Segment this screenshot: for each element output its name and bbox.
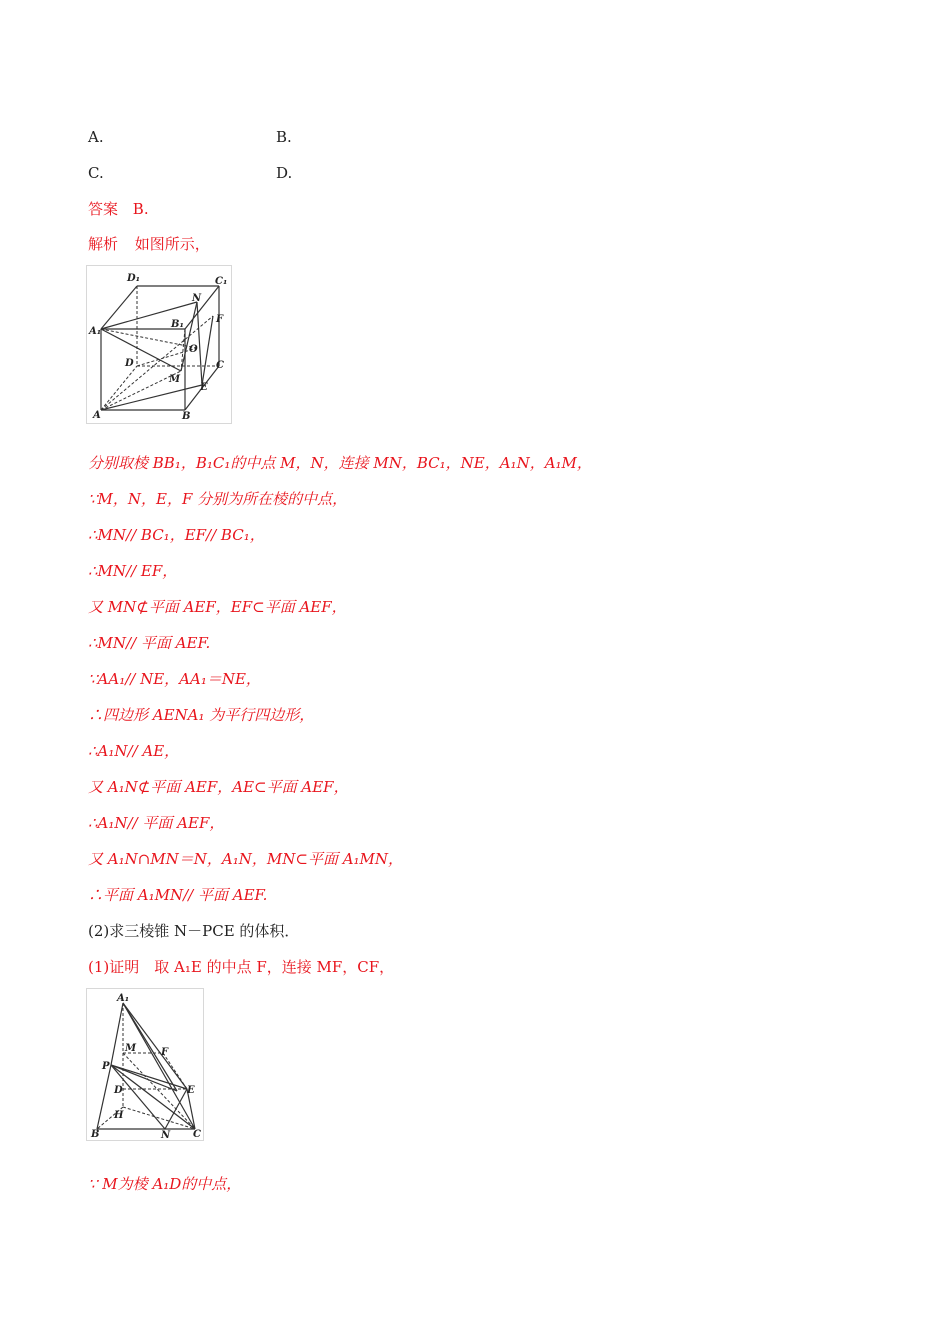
- proof-line: 又 MN⊄平面 AEF，EF⊂平面 AEF，: [88, 598, 347, 616]
- proof-line: ∴MN// 平面 AEF.: [88, 634, 211, 652]
- answer-value: B.: [132, 200, 149, 218]
- proof-2-line-1: ∵ M为棱 A₁D的中点，: [88, 1175, 242, 1193]
- option-d: D.: [276, 164, 293, 182]
- label-b: B: [91, 1129, 100, 1140]
- proof-line: ∴MN// EF，: [88, 562, 178, 580]
- label-o: O: [189, 344, 198, 355]
- label-e: E: [200, 382, 208, 393]
- label-d: D: [114, 1085, 123, 1096]
- label-f: F: [216, 314, 224, 325]
- label-d: D: [125, 358, 134, 369]
- proof-line: ∴四边形 AENA₁ 为平行四边形，: [88, 706, 315, 724]
- label-n: N: [161, 1130, 171, 1140]
- label-d1: D₁: [127, 273, 141, 284]
- label-n: N: [192, 293, 202, 304]
- cube-figure: [86, 265, 232, 424]
- label-c: C: [216, 360, 224, 371]
- label-a1: A₁: [117, 993, 130, 1004]
- label-b1: B₁: [171, 319, 184, 330]
- label-e: E: [187, 1085, 195, 1096]
- label-h: H: [114, 1110, 124, 1121]
- pyramid-figure: [86, 988, 204, 1141]
- pyramid-diagram: [87, 989, 203, 1140]
- proof-line: ∵AA₁// NE，AA₁＝NE，: [88, 670, 261, 688]
- proof-line: ∵M，N，E，F 分别为所在棱的中点，: [88, 490, 348, 508]
- proof-2-intro: (1)证明 取 A₁E 的中点 F，连接 MF，CF，: [88, 958, 395, 976]
- option-c: C.: [88, 164, 104, 182]
- answer-label: 答案: [88, 200, 119, 218]
- proof-line: 又 A₁N⊄平面 AEF，AE⊂平面 AEF，: [88, 778, 349, 796]
- proof-line: 又 A₁N∩MN＝N，A₁N，MN⊂平面 A₁MN，: [88, 850, 404, 868]
- proof-line: ∴A₁N// 平面 AEF，: [88, 814, 225, 832]
- label-a1: A₁: [89, 326, 102, 337]
- proof-line: ∴MN// BC₁，EF// BC₁，: [88, 526, 265, 544]
- proof-line: ∴A₁N// AE，: [88, 742, 180, 760]
- label-f: F: [161, 1047, 169, 1058]
- label-m: M: [125, 1043, 137, 1054]
- answer-line: [88, 198, 149, 220]
- label-m: M: [169, 374, 181, 385]
- label-p: P: [102, 1061, 110, 1072]
- label-a: A: [93, 410, 101, 421]
- label-c: C: [193, 1129, 201, 1140]
- label-c1: C₁: [215, 276, 228, 287]
- option-b: B.: [276, 128, 292, 146]
- question-2: (2)求三棱锥 N－PCE 的体积．: [88, 922, 300, 940]
- analysis-text: 如图所示，: [134, 235, 210, 253]
- label-b: B: [182, 411, 191, 422]
- option-a: A.: [88, 128, 104, 146]
- cube-diagram: [87, 266, 231, 423]
- analysis-line: [88, 233, 210, 255]
- proof-line: ∴平面 A₁MN// 平面 AEF.: [88, 886, 268, 904]
- analysis-label: 解析: [88, 235, 119, 253]
- proof-line: 分别取棱 BB₁，B₁C₁的中点 M，N，连接 MN，BC₁，NE，A₁N，A₁M，: [88, 454, 592, 472]
